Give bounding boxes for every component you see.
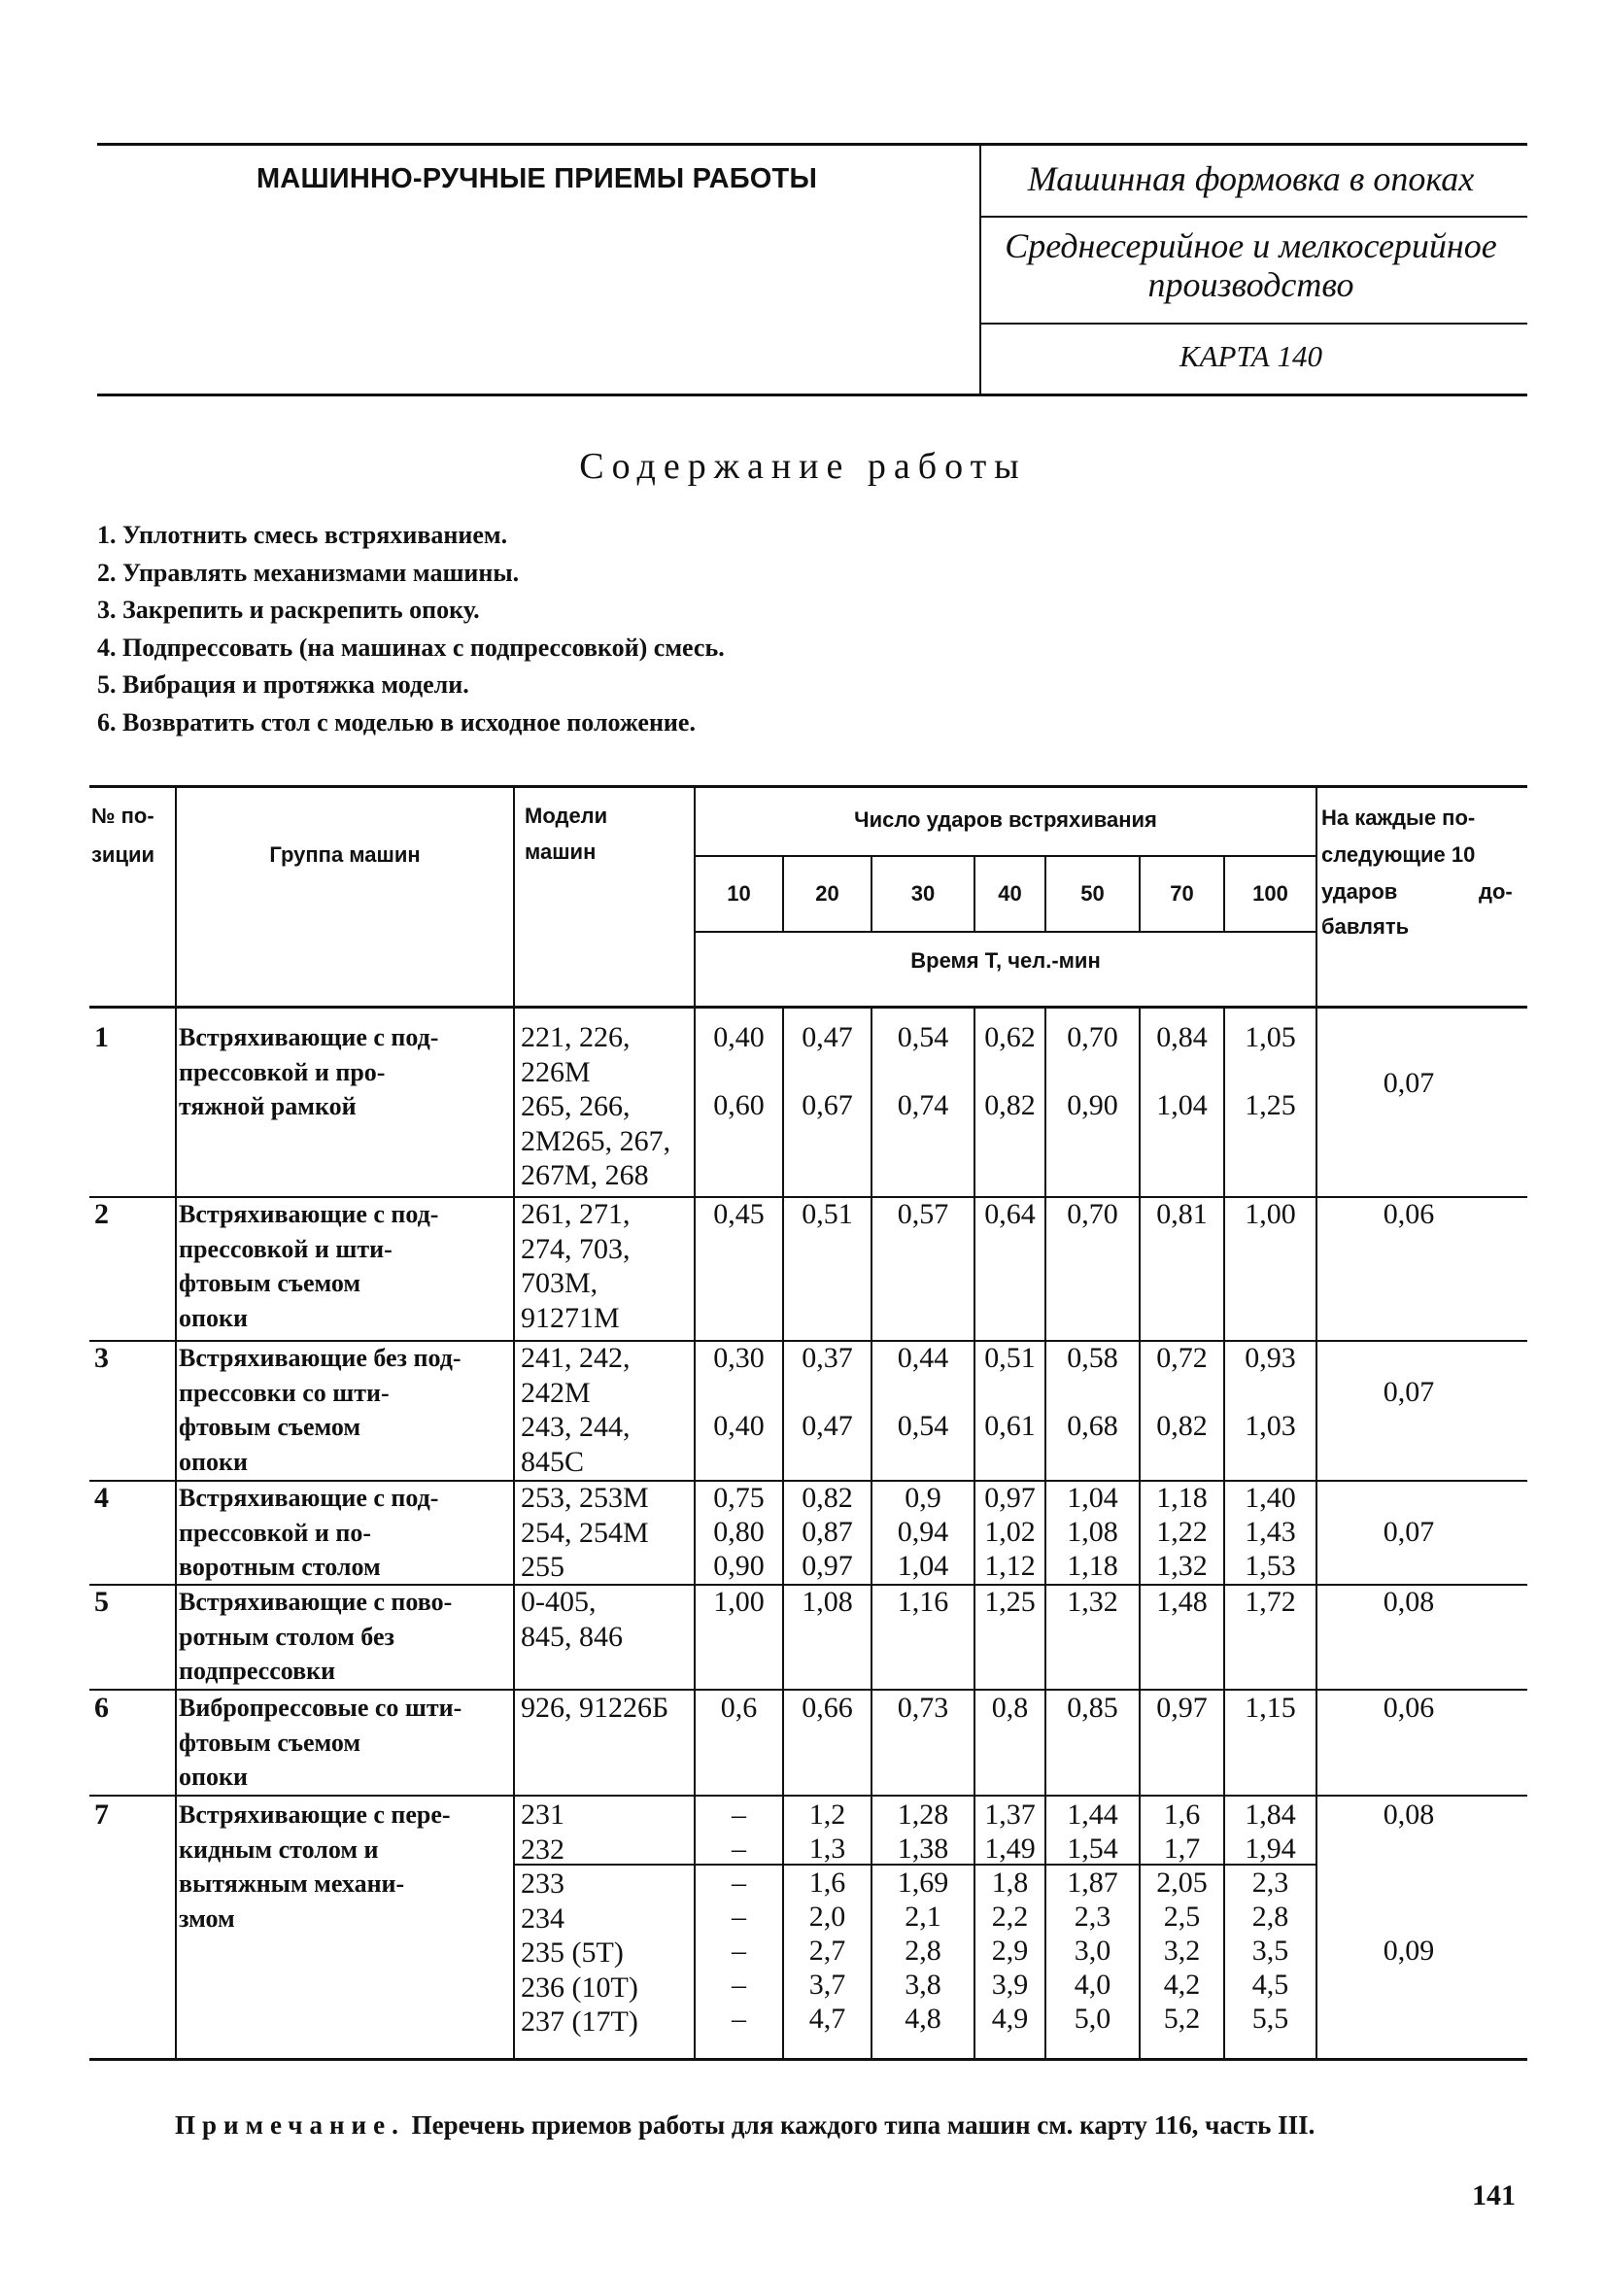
time-value: 1,04 (897, 1550, 949, 1582)
header-rule-right-2 (981, 323, 1527, 325)
production-type-line2: производство (1147, 265, 1354, 304)
time-value: 0,51 (984, 1342, 1036, 1374)
machine-group-line: Встряхивающие с пере- (179, 1800, 451, 1829)
machine-group-line: ротным столом без (179, 1622, 394, 1651)
machine-group-line: Встряхивающие с пово- (179, 1588, 453, 1616)
time-value: – (732, 1969, 746, 2001)
time-value: 0,57 (897, 1198, 949, 1230)
table-bottom-rule (89, 2058, 1527, 2061)
time-value: 4,8 (905, 2003, 941, 2035)
time-value: 3,5 (1251, 1935, 1289, 1967)
machine-group-line: фтовым съемом (179, 1269, 361, 1297)
machine-group-line: опоки (179, 1447, 248, 1476)
row-position: 1 (94, 1021, 109, 1053)
time-rule (696, 931, 1317, 933)
strikes-30: 30 (910, 881, 936, 906)
time-value: 2,05 (1156, 1867, 1208, 1899)
time-value: – (732, 1935, 746, 1967)
time-value: 0,54 (897, 1410, 949, 1442)
header-bottom-rule-table (89, 1006, 1527, 1009)
machine-group (179, 1691, 509, 1795)
machine-model-line: 235 (5Т) (521, 1936, 624, 1969)
machine-group-line: фтовым съемом (179, 1728, 361, 1757)
col-rule-group (513, 787, 515, 2060)
time-value: 2,3 (1074, 1901, 1111, 1933)
machine-model-line: 2М265, 267, (521, 1124, 671, 1157)
time-value: 2,3 (1251, 1867, 1289, 1899)
header-models-line1: Модели (525, 804, 608, 828)
time-value: 0,70 (1067, 1021, 1118, 1053)
time-value: 0,90 (713, 1550, 765, 1582)
time-value: 0,93 (1245, 1342, 1296, 1374)
machine-model-line: 226М (521, 1055, 591, 1088)
time-value: 0,85 (1067, 1692, 1118, 1724)
time-value: – (732, 1799, 746, 1831)
machine-model-line: 255 (521, 1551, 564, 1583)
time-value: 0,97 (984, 1482, 1036, 1514)
strikes-40: 40 (998, 881, 1022, 906)
time-value: 0,72 (1156, 1342, 1208, 1374)
time-value: 0,66 (802, 1692, 853, 1724)
time-value: 0,97 (802, 1550, 853, 1582)
time-value: 0,51 (802, 1198, 853, 1230)
time-value: 5,0 (1074, 2003, 1111, 2035)
time-value: 1,44 (1067, 1799, 1118, 1831)
time-value: 2,5 (1163, 1901, 1201, 1933)
strikes-20: 20 (815, 881, 839, 906)
time-value: 0,87 (802, 1516, 853, 1548)
additional-time: 0,08 (1383, 1586, 1435, 1618)
time-value: 5,2 (1163, 2003, 1201, 2035)
time-value: 1,04 (1067, 1482, 1118, 1514)
time-value: 0,47 (802, 1021, 853, 1053)
time-value: 0,9 (905, 1482, 941, 1514)
time-value: 3,8 (905, 1969, 941, 2001)
machine-group-line: воротным столом (179, 1553, 381, 1581)
machine-group (179, 1020, 509, 1124)
time-value: 0,40 (713, 1021, 765, 1053)
work-steps-list (97, 517, 1506, 741)
time-value: 1,38 (897, 1833, 949, 1865)
time-value: 0,6 (720, 1692, 758, 1724)
col-rule-pos (175, 787, 177, 2060)
machine-models (521, 1798, 696, 2039)
machine-group-line: Встряхивающие с под- (179, 1200, 439, 1228)
time-value: 5,5 (1251, 2003, 1289, 2035)
time-value: 1,87 (1067, 1867, 1118, 1899)
time-value: 0,68 (1067, 1410, 1118, 1442)
machine-model-line: 242М (521, 1376, 591, 1409)
time-value: 0,58 (1067, 1342, 1118, 1374)
time-value: 0,47 (802, 1410, 853, 1442)
header-time: Время Т, чел.-мин (910, 948, 1101, 973)
time-value: 1,37 (984, 1799, 1036, 1831)
time-value: – (732, 1867, 746, 1899)
time-value: 0,75 (713, 1482, 765, 1514)
machine-group (179, 1341, 509, 1479)
additional-time: 0,06 (1383, 1198, 1435, 1230)
machine-group-line: Встряхивающие с под- (179, 1484, 439, 1512)
machine-group-line: вытяжным механи- (179, 1869, 405, 1898)
machine-model-line: 261, 271, (521, 1198, 631, 1230)
work-step: 5. Вибрация и протяжка модели. (97, 670, 469, 699)
time-value: 1,43 (1245, 1516, 1296, 1548)
time-value: 1,16 (897, 1586, 949, 1618)
time-value: 2,8 (905, 1935, 941, 1967)
additional-time: 0,08 (1383, 1799, 1435, 1831)
section-title: Содержание работы (579, 446, 1027, 487)
time-value: 0,94 (897, 1516, 949, 1548)
time-value: 1,22 (1156, 1516, 1208, 1548)
time-value: 0,54 (897, 1021, 949, 1053)
time-value: 1,8 (991, 1867, 1029, 1899)
additional-time: 0,07 (1383, 1376, 1435, 1408)
time-value: 1,04 (1156, 1089, 1208, 1121)
work-step: 3. Закрепить и раскрепить опоку. (97, 596, 480, 624)
machine-model-line: 926, 91226Б (521, 1692, 669, 1724)
production-type-line1: Среднесерийное и мелкосерийное (1005, 226, 1497, 265)
machine-group-line: прессовкой и шти- (179, 1234, 393, 1263)
time-value: 0,64 (984, 1198, 1036, 1230)
machine-group (179, 1585, 509, 1689)
time-value: 3,9 (991, 1969, 1029, 2001)
additional-time: 0,07 (1383, 1516, 1435, 1548)
additional-time: 0,09 (1383, 1935, 1435, 1967)
time-value: 0,82 (802, 1482, 853, 1514)
time-value: – (732, 1833, 746, 1865)
machine-group-line: змом (179, 1903, 235, 1933)
time-value: 1,49 (984, 1833, 1036, 1865)
time-value: 1,05 (1245, 1021, 1296, 1053)
header-rule-right-1 (981, 216, 1527, 218)
time-value: 2,1 (905, 1901, 941, 1933)
time-value: 3,0 (1074, 1935, 1111, 1967)
time-value: 1,28 (897, 1799, 949, 1831)
machine-molding-title: Машинная формовка в опоках (1027, 159, 1475, 198)
machine-model-line: 845, 846 (521, 1620, 623, 1653)
machine-model-line: 274, 703, (521, 1232, 631, 1265)
row-position: 7 (94, 1799, 109, 1831)
machine-model-line: 234 (521, 1902, 564, 1935)
machine-group-line: прессовкой и про- (179, 1057, 386, 1086)
time-value: 0,74 (897, 1089, 949, 1121)
time-value: 1,25 (984, 1586, 1036, 1618)
time-value: 2,9 (991, 1935, 1029, 1967)
machine-group-line: Вибропрессовые со шти- (179, 1694, 462, 1722)
machine-group-line: подпрессовки (179, 1657, 336, 1685)
row-position: 6 (94, 1692, 109, 1724)
time-value: 1,48 (1156, 1586, 1208, 1618)
time-value: 0,62 (984, 1021, 1036, 1053)
machine-model-line: 221, 226, (521, 1021, 631, 1053)
time-value: 1,84 (1245, 1799, 1296, 1831)
time-value: 2,0 (808, 1901, 846, 1933)
time-value: 1,6 (1163, 1799, 1201, 1831)
additional-time: 0,07 (1383, 1067, 1435, 1099)
machine-model-line: 232 (521, 1833, 564, 1866)
time-value: 1,2 (808, 1799, 846, 1831)
time-value: 1,00 (713, 1586, 765, 1618)
header-add-line2: следующие 10 (1321, 842, 1476, 867)
time-value: 4,0 (1074, 1969, 1111, 2001)
time-value: 1,00 (1245, 1198, 1296, 1230)
time-value: 0,84 (1156, 1021, 1208, 1053)
time-value: – (732, 1901, 746, 1933)
time-value: 1,6 (808, 1867, 846, 1899)
time-value: 0,80 (713, 1516, 765, 1548)
time-value: 1,12 (984, 1550, 1036, 1582)
time-value: 0,44 (897, 1342, 949, 1374)
machine-group-line: Встряхивающие с под- (179, 1023, 439, 1051)
time-value: 1,32 (1067, 1586, 1118, 1618)
time-value: 0,37 (802, 1342, 853, 1374)
machine-model-line: 703М, (521, 1267, 598, 1299)
machine-group-line: прессовки со шти- (179, 1378, 390, 1407)
machine-model-line: 254, 254М (521, 1516, 649, 1549)
time-value: 0,67 (802, 1089, 853, 1121)
time-value: 0,40 (713, 1410, 765, 1442)
time-value: 0,73 (897, 1692, 949, 1724)
time-value: 1,25 (1245, 1089, 1296, 1121)
header-strikes: Число ударов встряхивания (854, 807, 1157, 832)
time-value: 0,82 (984, 1089, 1036, 1121)
header-add-line3b: до- (1479, 879, 1513, 904)
header-bottom-rule (97, 394, 1527, 396)
time-value: 3,2 (1163, 1935, 1201, 1967)
time-value: 1,15 (1245, 1692, 1296, 1724)
time-value: 4,7 (808, 2003, 846, 2035)
machine-model-line: 91271М (521, 1301, 620, 1334)
machine-models (521, 1691, 696, 1726)
machine-group-line: тяжной рамкой (179, 1092, 357, 1120)
time-value: 1,03 (1245, 1410, 1296, 1442)
machine-model-line: 845С (521, 1445, 585, 1478)
header-add-line4: бавлять (1321, 914, 1410, 939)
time-value: 1,72 (1245, 1586, 1296, 1618)
footnote-text: Перечень приемов работы для каждого типа машин см. карту 116, часть III. (411, 2110, 1316, 2140)
row-position: 4 (94, 1482, 109, 1514)
header-group: Группа машин (269, 842, 421, 867)
machine-model-line: 236 (10Т) (521, 1970, 638, 2004)
machine-model-line: 253, 253М (521, 1482, 649, 1514)
strikes-50: 50 (1080, 881, 1105, 906)
time-value: 4,5 (1251, 1969, 1289, 2001)
work-step: 2. Управлять механизмами машины. (97, 558, 520, 587)
machine-group-line: прессовкой и по- (179, 1518, 372, 1547)
time-value: 1,3 (808, 1833, 846, 1865)
machine-group-line: опоки (179, 1763, 248, 1791)
time-value: 1,08 (1067, 1516, 1118, 1548)
header-models-line2: машин (525, 840, 597, 864)
work-methods-title: МАШИННО-РУЧНЫЕ ПРИЕМЫ РАБОТЫ (256, 163, 818, 194)
machine-models (521, 1197, 696, 1335)
time-value: 2,7 (808, 1935, 846, 1967)
time-value: 1,02 (984, 1516, 1036, 1548)
machine-group-line: фтовым съемом (179, 1413, 361, 1441)
time-value: 1,32 (1156, 1550, 1208, 1582)
row-position: 2 (94, 1198, 109, 1230)
machine-models (521, 1341, 696, 1479)
machine-models (521, 1481, 696, 1585)
time-value: 1,69 (897, 1867, 949, 1899)
strikes-70: 70 (1170, 881, 1194, 906)
time-value: 1,18 (1067, 1550, 1118, 1582)
time-value: 1,53 (1245, 1550, 1296, 1582)
strikes-100: 100 (1252, 881, 1288, 906)
time-value: 2,8 (1251, 1901, 1289, 1933)
work-step: 4. Подпрессовать (на машинах с подпрессовкой) смесь. (97, 633, 725, 662)
time-value: 0,97 (1156, 1692, 1208, 1724)
machine-model-line: 231 (521, 1799, 564, 1831)
machine-models (521, 1585, 696, 1654)
machine-model-line: 233 (521, 1868, 564, 1900)
time-value: 1,94 (1245, 1833, 1296, 1865)
time-value: 0,30 (713, 1342, 765, 1374)
work-step: 6. Возвратить стол с моделью в исходное положение. (97, 707, 696, 737)
machine-model-line: 237 (17Т) (521, 2005, 638, 2038)
header-add-line3a: ударов (1321, 879, 1398, 904)
machine-group (179, 1798, 509, 1936)
row-rule (89, 1795, 1527, 1797)
time-value: 1,54 (1067, 1833, 1118, 1865)
time-value: – (732, 2003, 746, 2035)
time-value: 0,61 (984, 1410, 1036, 1442)
machine-group (179, 1481, 509, 1585)
row-position: 5 (94, 1586, 109, 1618)
time-value: 1,18 (1156, 1482, 1208, 1514)
row-position: 3 (94, 1342, 109, 1374)
col-rule-add (1316, 787, 1317, 2060)
time-value: 4,9 (991, 2003, 1029, 2035)
header-pos-line1: № по- (91, 804, 154, 828)
footnote-head: Примечание. (175, 2110, 405, 2140)
time-value: 1,40 (1245, 1482, 1296, 1514)
header-pos-line2: зиции (91, 842, 155, 867)
time-value: 0,8 (991, 1692, 1029, 1724)
machine-models (521, 1020, 696, 1193)
time-value: 1,7 (1163, 1833, 1201, 1865)
additional-time: 0,06 (1383, 1692, 1435, 1724)
machine-model-line: 0-405, (521, 1586, 597, 1618)
time-value: 0,82 (1156, 1410, 1208, 1442)
machine-group-line: кидным столом и (179, 1834, 379, 1864)
time-value: 0,70 (1067, 1198, 1118, 1230)
footnote (175, 2110, 1535, 2141)
time-value: 3,7 (808, 1969, 846, 2001)
time-value: 0,90 (1067, 1089, 1118, 1121)
header-add-line1: На каждые по- (1321, 805, 1476, 830)
time-value: 0,45 (713, 1198, 765, 1230)
time-value: 0,60 (713, 1089, 765, 1121)
machine-group-line: Встряхивающие без под- (179, 1344, 461, 1372)
page-number: 141 (1472, 2179, 1516, 2211)
machine-model-line: 241, 242, (521, 1342, 631, 1374)
strikes-10: 10 (727, 881, 751, 906)
machine-model-line: 243, 244, (521, 1411, 631, 1443)
machine-group (179, 1197, 509, 1335)
table-top-rule (89, 785, 1527, 788)
time-value: 4,2 (1163, 1969, 1201, 2001)
header-top-rule (97, 143, 1527, 146)
machine-group-line: опоки (179, 1303, 248, 1332)
work-step: 1. Уплотнить смесь встряхиванием. (97, 521, 508, 549)
card-number: КАРТА 140 (1179, 339, 1322, 373)
time-value: 2,2 (991, 1901, 1029, 1933)
machine-model-line: 265, 266, (521, 1090, 631, 1122)
machine-model-line: 267М, 268 (521, 1159, 649, 1191)
time-value: 0,81 (1156, 1198, 1208, 1230)
time-value: 1,08 (802, 1586, 853, 1618)
